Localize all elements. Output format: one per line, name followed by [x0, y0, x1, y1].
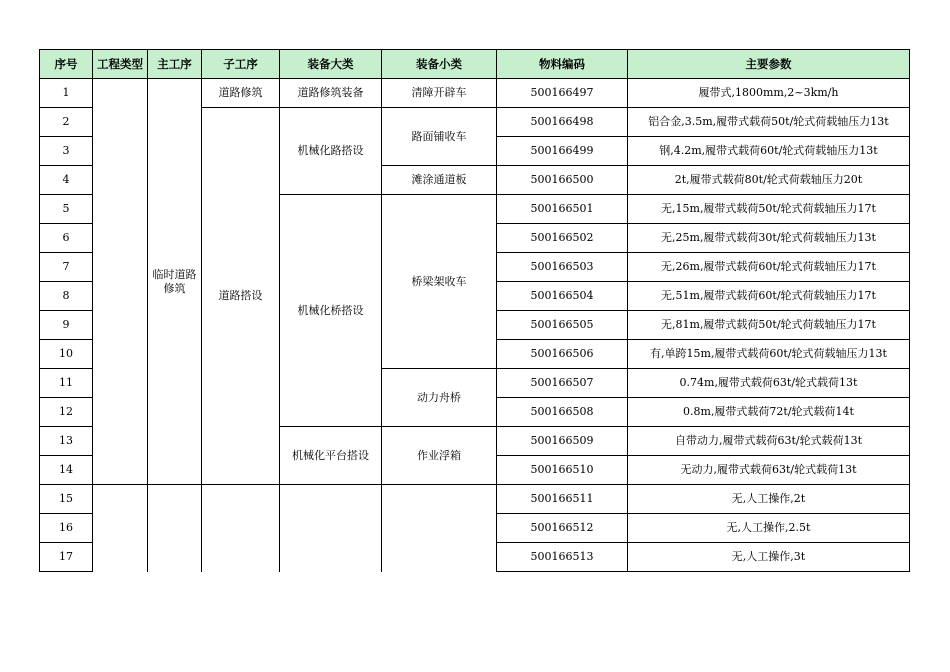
table-row: [40, 485, 910, 514]
cell-no: 4: [40, 166, 93, 195]
equipment-table: [39, 49, 910, 572]
cell-project-type: [93, 79, 148, 485]
table-row: [40, 79, 910, 108]
cell-equipment-subcategory: 作业浮箱: [382, 427, 497, 485]
header-material-code: 物料编码: [497, 50, 628, 79]
cell-main-params: 无,26m,履带式载荷60t/轮式荷载轴压力17t: [628, 253, 910, 282]
cell-material-code: 500166502: [497, 224, 628, 253]
cell-material-code: 500166505: [497, 311, 628, 340]
cell-main-params: 无,人工操作,3t: [628, 543, 910, 572]
cell-main-params: 2t,履带式载荷80t/轮式荷载轴压力20t: [628, 166, 910, 195]
cell-sub-process: [202, 485, 280, 572]
cell-main-params: 无,81m,履带式载荷50t/轮式荷载轴压力17t: [628, 311, 910, 340]
cell-main-params: 钢,4.2m,履带式载荷60t/轮式荷载轴压力13t: [628, 137, 910, 166]
cell-material-code: 500166500: [497, 166, 628, 195]
cell-no: 7: [40, 253, 93, 282]
cell-main-params: 有,单跨15m,履带式载荷60t/轮式荷载轴压力13t: [628, 340, 910, 369]
cell-main-params: 无,15m,履带式载荷50t/轮式荷载轴压力17t: [628, 195, 910, 224]
cell-material-code: 500166511: [497, 485, 628, 514]
cell-main-params: 无,25m,履带式载荷30t/轮式荷载轴压力13t: [628, 224, 910, 253]
cell-material-code: 500166499: [497, 137, 628, 166]
cell-sub-process: 道路搭设: [202, 108, 280, 485]
cell-material-code: 500166507: [497, 369, 628, 398]
cell-project-type: [93, 485, 148, 572]
header-row: [40, 50, 910, 79]
cell-no: 17: [40, 543, 93, 572]
cell-material-code: 500166513: [497, 543, 628, 572]
cell-material-code: 500166512: [497, 514, 628, 543]
header-sub-process: 子工序: [202, 50, 280, 79]
cell-sub-process: 道路修筑: [202, 79, 280, 108]
cell-equipment-subcategory: 清障开辟车: [382, 79, 497, 108]
cell-main-params: 无,人工操作,2.5t: [628, 514, 910, 543]
cell-no: 8: [40, 282, 93, 311]
cell-no: 12: [40, 398, 93, 427]
cell-equipment-subcategory: 桥梁架收车: [382, 195, 497, 369]
cell-no: 6: [40, 224, 93, 253]
cell-material-code: 500166503: [497, 253, 628, 282]
cell-main-params: 0.8m,履带式载荷72t/轮式载荷14t: [628, 398, 910, 427]
cell-equipment-category: 机械化路搭设: [280, 108, 382, 195]
cell-material-code: 500166497: [497, 79, 628, 108]
cell-main-params: 无动力,履带式载荷63t/轮式载荷13t: [628, 456, 910, 485]
cell-equipment-category: 道路修筑装备: [280, 79, 382, 108]
cell-material-code: 500166509: [497, 427, 628, 456]
cell-equipment-category: 机械化平台搭设: [280, 427, 382, 485]
cell-no: 2: [40, 108, 93, 137]
cell-equipment-subcategory: 滩涂通道板: [382, 166, 497, 195]
cell-no: 13: [40, 427, 93, 456]
cell-main-params: 铝合金,3.5m,履带式载荷50t/轮式荷载轴压力13t: [628, 108, 910, 137]
cell-material-code: 500166506: [497, 340, 628, 369]
cell-no: 11: [40, 369, 93, 398]
header-no: 序号: [40, 50, 93, 79]
cell-equipment-subcategory: 动力舟桥: [382, 369, 497, 427]
cell-main-params: 自带动力,履带式载荷63t/轮式载荷13t: [628, 427, 910, 456]
cell-equipment-category: [280, 485, 382, 572]
cell-material-code: 500166501: [497, 195, 628, 224]
cell-main-process: [148, 485, 202, 572]
cell-material-code: 500166498: [497, 108, 628, 137]
header-equipment-category: 装备大类: [280, 50, 382, 79]
cell-material-code: 500166504: [497, 282, 628, 311]
cell-equipment-subcategory: 路面铺收车: [382, 108, 497, 166]
cell-equipment-category: 机械化桥搭设: [280, 195, 382, 427]
cell-no: 9: [40, 311, 93, 340]
cell-no: 16: [40, 514, 93, 543]
cell-material-code: 500166510: [497, 456, 628, 485]
cell-main-params: 履带式,1800mm,2~3km/h: [628, 79, 910, 108]
cell-material-code: 500166508: [497, 398, 628, 427]
cell-no: 10: [40, 340, 93, 369]
header-main-params: 主要参数: [628, 50, 910, 79]
cell-equipment-subcategory: [382, 485, 497, 572]
cell-no: 3: [40, 137, 93, 166]
cell-main-process: 临时道路 修筑: [148, 79, 202, 485]
cell-no: 14: [40, 456, 93, 485]
cell-main-params: 0.74m,履带式载荷63t/轮式载荷13t: [628, 369, 910, 398]
header-equipment-subcategory: 装备小类: [382, 50, 497, 79]
cell-main-params: 无,51m,履带式载荷60t/轮式荷载轴压力17t: [628, 282, 910, 311]
cell-main-params: 无,人工操作,2t: [628, 485, 910, 514]
header-project-type: 工程类型: [93, 50, 148, 79]
header-main-process: 主工序: [148, 50, 202, 79]
cell-no: 5: [40, 195, 93, 224]
cell-no: 15: [40, 485, 93, 514]
cell-no: 1: [40, 79, 93, 108]
